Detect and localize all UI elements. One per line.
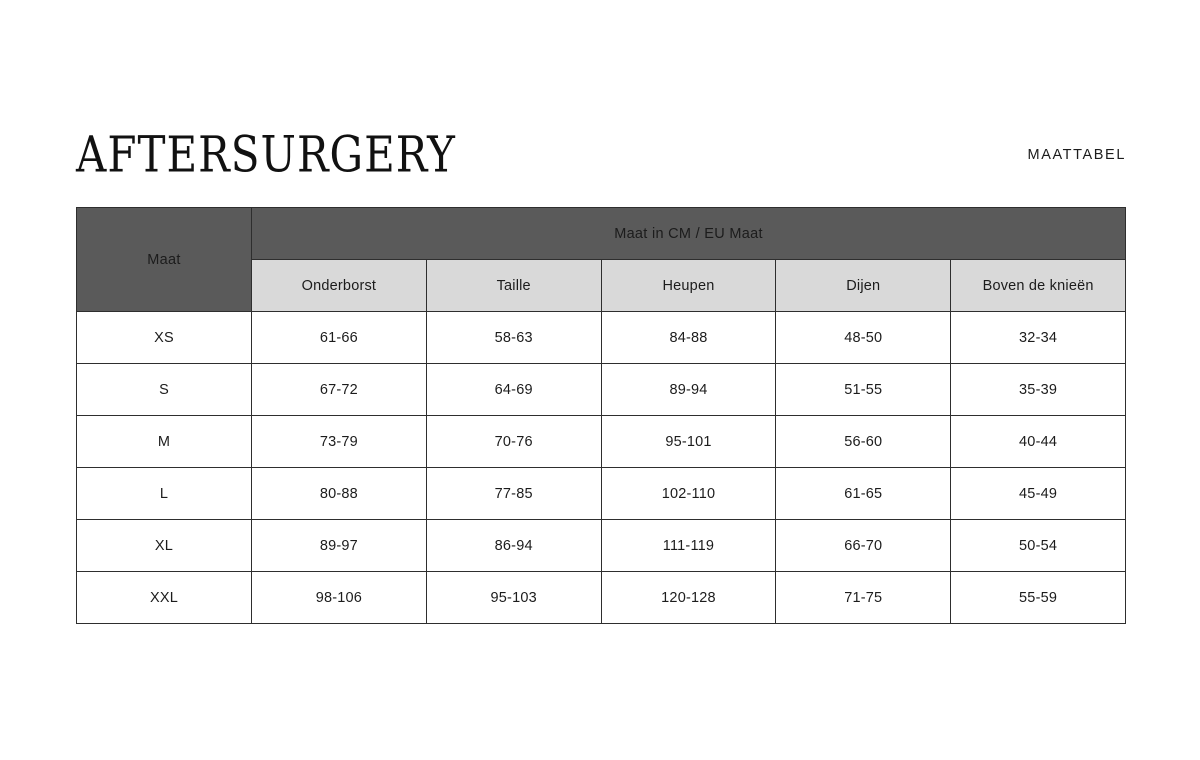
cell-onderborst: 89-97 [252,520,427,572]
header-size-column: Maat [77,208,252,312]
header-measurement-group: Maat in CM / EU Maat [252,208,1126,260]
cell-heupen: 84-88 [601,312,776,364]
cell-heupen: 111-119 [601,520,776,572]
cell-dijen: 48-50 [776,312,951,364]
cell-boven-de-knieen: 32-34 [951,312,1126,364]
cell-size: L [77,468,252,520]
cell-size: XS [77,312,252,364]
table-row [77,572,1126,624]
cell-dijen: 51-55 [776,364,951,416]
table-row [77,364,1126,416]
cell-taille: 64-69 [426,364,601,416]
table-body [77,312,1126,624]
cell-heupen: 95-101 [601,416,776,468]
cell-size: XXL [77,572,252,624]
brand-logo: AFTERSURGERY [76,125,456,184]
header-column-taille: Taille [426,260,601,312]
cell-onderborst: 67-72 [252,364,427,416]
table-row [77,468,1126,520]
cell-heupen: 102-110 [601,468,776,520]
cell-dijen: 56-60 [776,416,951,468]
table-row [77,416,1126,468]
table-row [77,520,1126,572]
table-header-row-group [77,208,1126,260]
cell-dijen: 71-75 [776,572,951,624]
table-head [77,208,1126,312]
cell-heupen: 120-128 [601,572,776,624]
cell-dijen: 66-70 [776,520,951,572]
cell-onderborst: 73-79 [252,416,427,468]
cell-boven-de-knieen: 45-49 [951,468,1126,520]
cell-boven-de-knieen: 50-54 [951,520,1126,572]
cell-onderborst: 80-88 [252,468,427,520]
header-column-onderborst: Onderborst [252,260,427,312]
cell-taille: 77-85 [426,468,601,520]
cell-taille: 58-63 [426,312,601,364]
cell-boven-de-knieen: 40-44 [951,416,1126,468]
cell-taille: 86-94 [426,520,601,572]
page-header [76,125,1126,185]
cell-size: S [77,364,252,416]
cell-onderborst: 98-106 [252,572,427,624]
cell-size: M [77,416,252,468]
header-column-heupen: Heupen [601,260,776,312]
cell-boven-de-knieen: 55-59 [951,572,1126,624]
cell-taille: 95-103 [426,572,601,624]
cell-boven-de-knieen: 35-39 [951,364,1126,416]
document-title: MAATTABEL [1027,147,1126,163]
table-row [77,312,1126,364]
cell-size: XL [77,520,252,572]
cell-taille: 70-76 [426,416,601,468]
size-chart-table [76,207,1126,624]
header-column-dijen: Dijen [776,260,951,312]
cell-dijen: 61-65 [776,468,951,520]
cell-onderborst: 61-66 [252,312,427,364]
cell-heupen: 89-94 [601,364,776,416]
header-column-boven-de-knieen: Boven de knieën [951,260,1126,312]
